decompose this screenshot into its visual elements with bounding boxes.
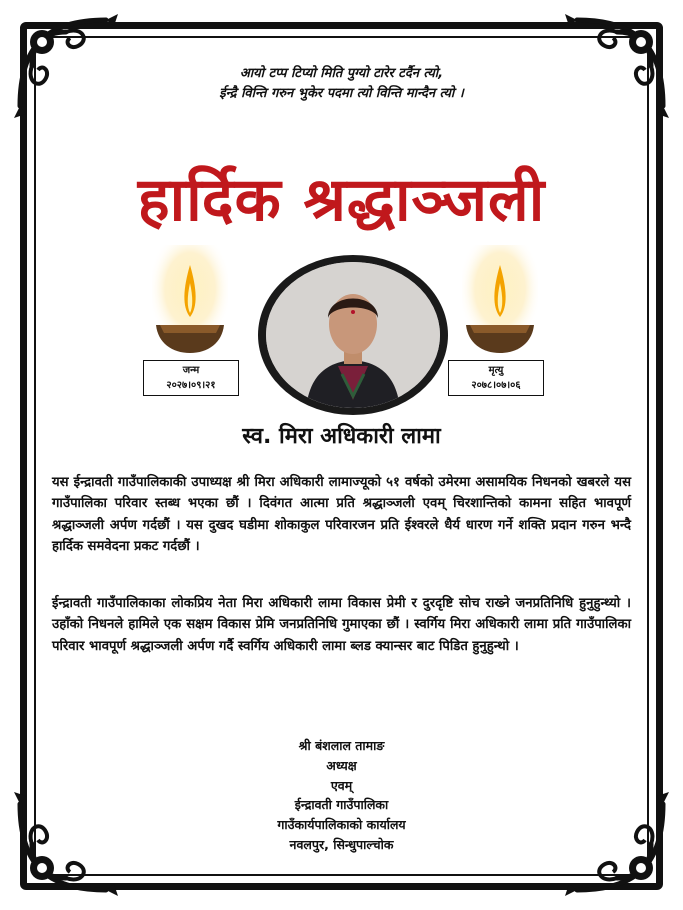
office-name: गाउँकार्यपालिकाको कार्यालय — [277, 817, 406, 833]
death-label: मृत्यु — [488, 365, 504, 376]
signatory-name: श्री बंशलाल तामाङ — [298, 738, 385, 753]
page-title: हार्दिक श्रद्धाञ्जली — [137, 165, 546, 235]
signature-conjunction: एवम् — [330, 777, 353, 793]
deceased-name: स्व. मिरा अधिकारी लामा — [242, 424, 441, 449]
condolence-paragraph-1: यस ईन्द्रावती गाउँपालिकाकी उपाध्यक्ष श्री मिरा अधिकारी लामाज्यूको ५१ वर्षको उमेरमा असामयिक निधनको खबरले यस गाउँपालिका परिवार स्तब्ध भएका छौं । दिवंगत आत्मा प्रति श्रद्धाञ्जली एवम् चिरशान्तिको कामना सहित भावपूर्ण श्रद्धाञ्जली अर्पण गर्दछौं । यस दुखद घडीमा शोकाकुल परिवारजन प्रति ईश्वरले धैर्य धारण गर्ने शक्ति प्रदान गरुन भन्दै हार्दिक समवेदना प्रकट गर्दछौं । — [52, 475, 631, 555]
corner-ornament-top-left — [6, 6, 126, 126]
corner-ornament-bottom-left — [6, 784, 126, 904]
office-address: नवलपुर, सिन्धुपाल्चोक — [289, 836, 394, 852]
birth-label: जन्म — [182, 365, 200, 376]
oil-lamp-icon — [460, 245, 540, 365]
death-date-box — [448, 360, 544, 396]
corner-ornament-bottom-right — [557, 784, 677, 904]
municipality-name: ईन्द्रावती गाउँपालिका — [294, 797, 389, 813]
condolence-paragraph-2: ईन्द्रावती गाउँपालिकाका लोकप्रिय नेता मिरा अधिकारी लामा विकास प्रेमी र दुरदृष्टि सोच राख्ने जनप्रतिनिधि हुनुहुन्थ्यो । उहाँको निधनले हामिले एक सक्षम विकास प्रेमि जनप्रतिनिधि गुमाएका छौं । स्वर्गिय मिरा अधिकारी लामा प्रति गाउँपालिका परिवार भावपूर्ण श्रद्धाञ्जली अर्पण गर्दै स्वर्गिय अधिकारी लामा ब्लड क्यान्सर बाट पिडित हुनुहुन्थो । — [52, 596, 631, 654]
poem-line-1: आयो टप्प टिप्यो मिति पुग्यो टारेर टर्दैन त्यो, — [239, 66, 444, 81]
signatory-title: अध्यक्ष — [326, 757, 357, 773]
birth-date: २०२७।०९।२१ — [166, 380, 216, 391]
poem-line-2: ईन्द्रै विन्ति गरुन भुकेर पदमा त्यो विन्ति मान्दैन त्यो । — [219, 86, 464, 101]
corner-ornament-top-right — [557, 6, 677, 126]
birth-date-box — [143, 360, 239, 396]
death-date: २०७८।०७।०६ — [471, 380, 521, 391]
signature-block — [190, 736, 493, 855]
oil-lamp-icon — [150, 245, 230, 365]
portrait-photo — [266, 262, 440, 408]
